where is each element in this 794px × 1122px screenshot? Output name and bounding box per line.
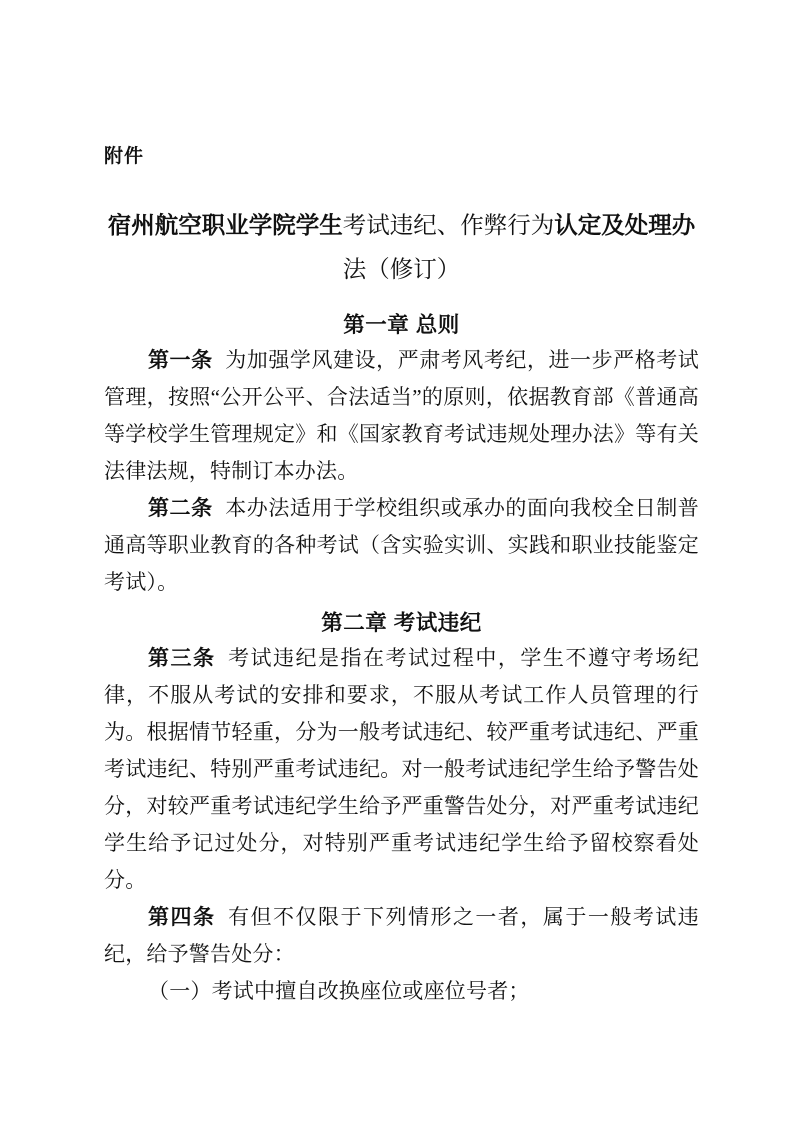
article-2-text: 本办法适用于学校组织或承办的面向我校全日制普通高等职业教育的各种考试（含实验实训、实践和职业技能鉴定考试）。 <box>104 496 699 594</box>
article-4-paragraph <box>104 899 699 973</box>
attachment-label: 附件 <box>104 146 145 167</box>
article-1-text: 为加强学风建设，严肃考风考纪，进一步严格考试管理，按照“公开公平、合法适当”的原则，依据教育部《普通高等学校学生管理规定》和《国家教育考试违规处理办法》等有关法律法规，特制订本办法。 <box>104 348 699 483</box>
document-title <box>104 204 699 292</box>
chapter-2-heading: 第二章 考试违纪 <box>321 611 482 635</box>
chapter-1-heading: 第一章 总则 <box>343 313 460 337</box>
article-1-label: 第一条 <box>148 348 213 372</box>
article-3-label: 第三条 <box>148 646 216 670</box>
article-3-text: 考试违纪是指在考试过程中，学生不遵守考场纪律，不服从考试的安排和要求，不服从考试工作人员管理的行为。根据情节轻重，分为一般考试违纪、较严重考试违纪、严重考试违纪、特别严重考试违纪。对一般考试违纪学生给予警告处分，对较严重考试违纪学生给予严重警告处分，对严重考试违纪学生给予记过处分，对特别严重考试违纪学生给予留校察看处分。 <box>104 646 699 892</box>
title-line-1 <box>104 204 699 248</box>
article-1-paragraph <box>104 342 699 490</box>
article-4-text: 有但不仅限于下列情形之一者，属于一般考试违纪，给予警告处分： <box>104 905 699 966</box>
title-segment-1: 宿州航空职业学院学生 <box>107 213 343 239</box>
article-2-paragraph <box>104 490 699 601</box>
title-segment-3: 认定及 <box>554 213 625 239</box>
title-line-2: 法（修订） <box>342 257 461 283</box>
title-segment-4: 处理办 <box>624 213 696 239</box>
clause-item-1: （一）考试中擅自改换座位或座位号者； <box>148 979 530 1003</box>
article-2-label: 第二条 <box>148 496 213 520</box>
article-4-label: 第四条 <box>148 905 216 929</box>
article-3-paragraph <box>104 640 699 899</box>
title-segment-2: 考试违纪、作弊行为 <box>342 213 555 239</box>
